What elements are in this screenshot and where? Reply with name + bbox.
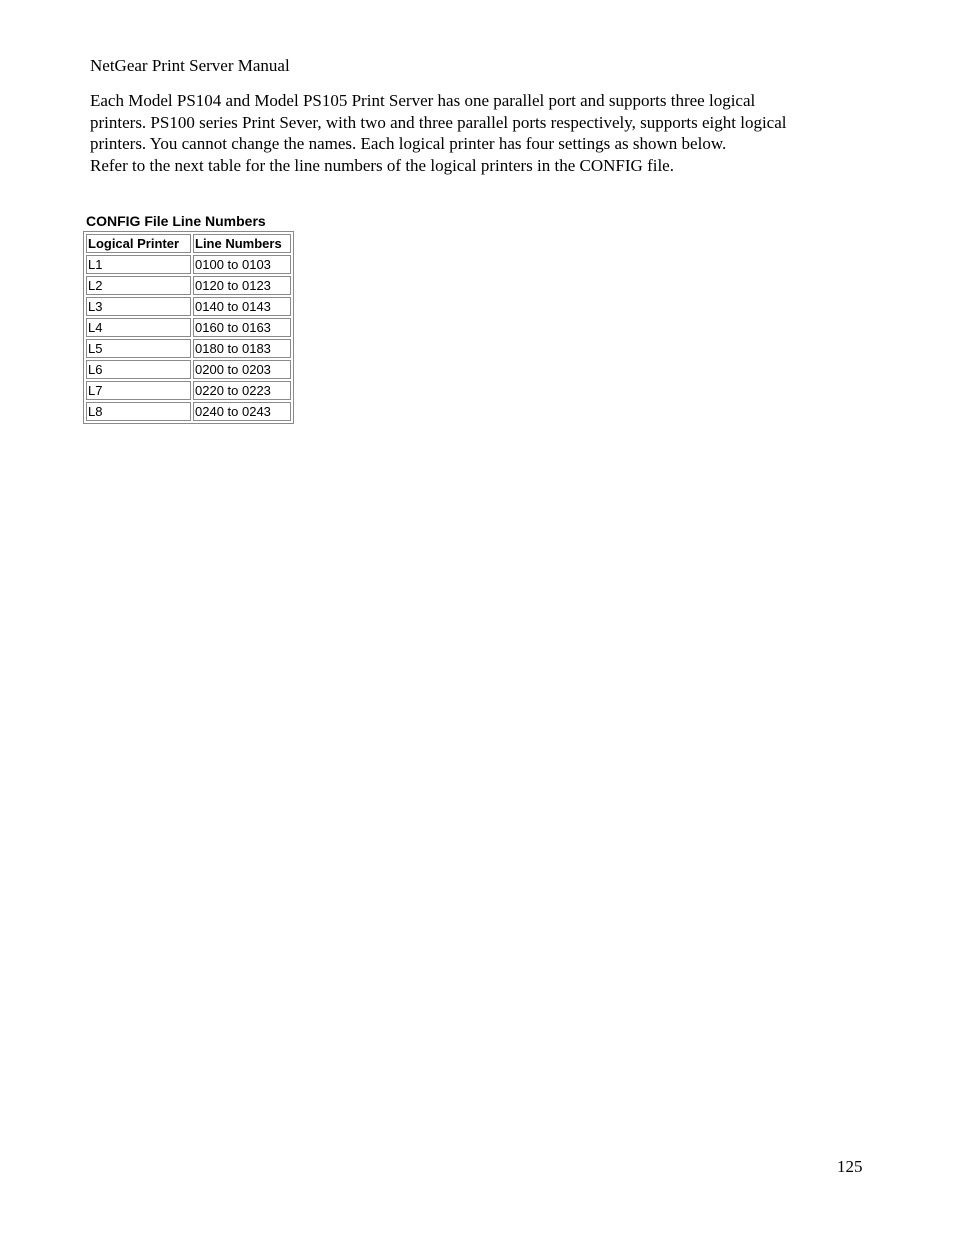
body-line: Each Model PS104 and Model PS105 Print Server has one parallel port and supports three logical: [90, 91, 756, 110]
line-numbers-cell: 0140 to 0143: [193, 297, 291, 316]
body-line: Refer to the next table for the line numbers of the logical printers in the CONFIG file.: [90, 155, 674, 175]
column-header-line-numbers: Line Numbers: [193, 234, 291, 253]
table-header-row: [86, 234, 291, 253]
logical-printer-cell: L1: [86, 255, 191, 274]
body-line: printers. You cannot change the names. Each logical printer has four settings as shown below.: [90, 134, 727, 153]
line-numbers-cell: 0180 to 0183: [193, 339, 291, 358]
line-numbers-cell: 0220 to 0223: [193, 381, 291, 400]
column-header-logical-printer: Logical Printer: [86, 234, 191, 253]
logical-printer-cell: L6: [86, 360, 191, 379]
logical-printer-cell: L4: [86, 318, 191, 337]
table-row: [86, 255, 291, 274]
line-numbers-cell: 0200 to 0203: [193, 360, 291, 379]
body-paragraph: [90, 90, 880, 176]
page-number: 125: [837, 1157, 863, 1176]
line-numbers-cell: 0240 to 0243: [193, 402, 291, 421]
logical-printer-cell: L3: [86, 297, 191, 316]
table-row: [86, 360, 291, 379]
table-row: [86, 276, 291, 295]
table-row: [86, 381, 291, 400]
config-line-numbers-table: [83, 231, 294, 424]
logical-printer-cell: L5: [86, 339, 191, 358]
line-numbers-cell: 0160 to 0163: [193, 318, 291, 337]
table-row: [86, 402, 291, 421]
page-header-title: NetGear Print Server Manual: [90, 56, 290, 75]
table-caption: CONFIG File Line Numbers: [86, 213, 266, 229]
table-row: [86, 339, 291, 358]
line-numbers-cell: 0100 to 0103: [193, 255, 291, 274]
body-line: printers. PS100 series Print Sever, with two and three parallel ports respectively, supports eight logical: [90, 112, 787, 132]
logical-printer-cell: L2: [86, 276, 191, 295]
logical-printer-cell: L7: [86, 381, 191, 400]
line-numbers-cell: 0120 to 0123: [193, 276, 291, 295]
table-row: [86, 297, 291, 316]
table-row: [86, 318, 291, 337]
logical-printer-cell: L8: [86, 402, 191, 421]
